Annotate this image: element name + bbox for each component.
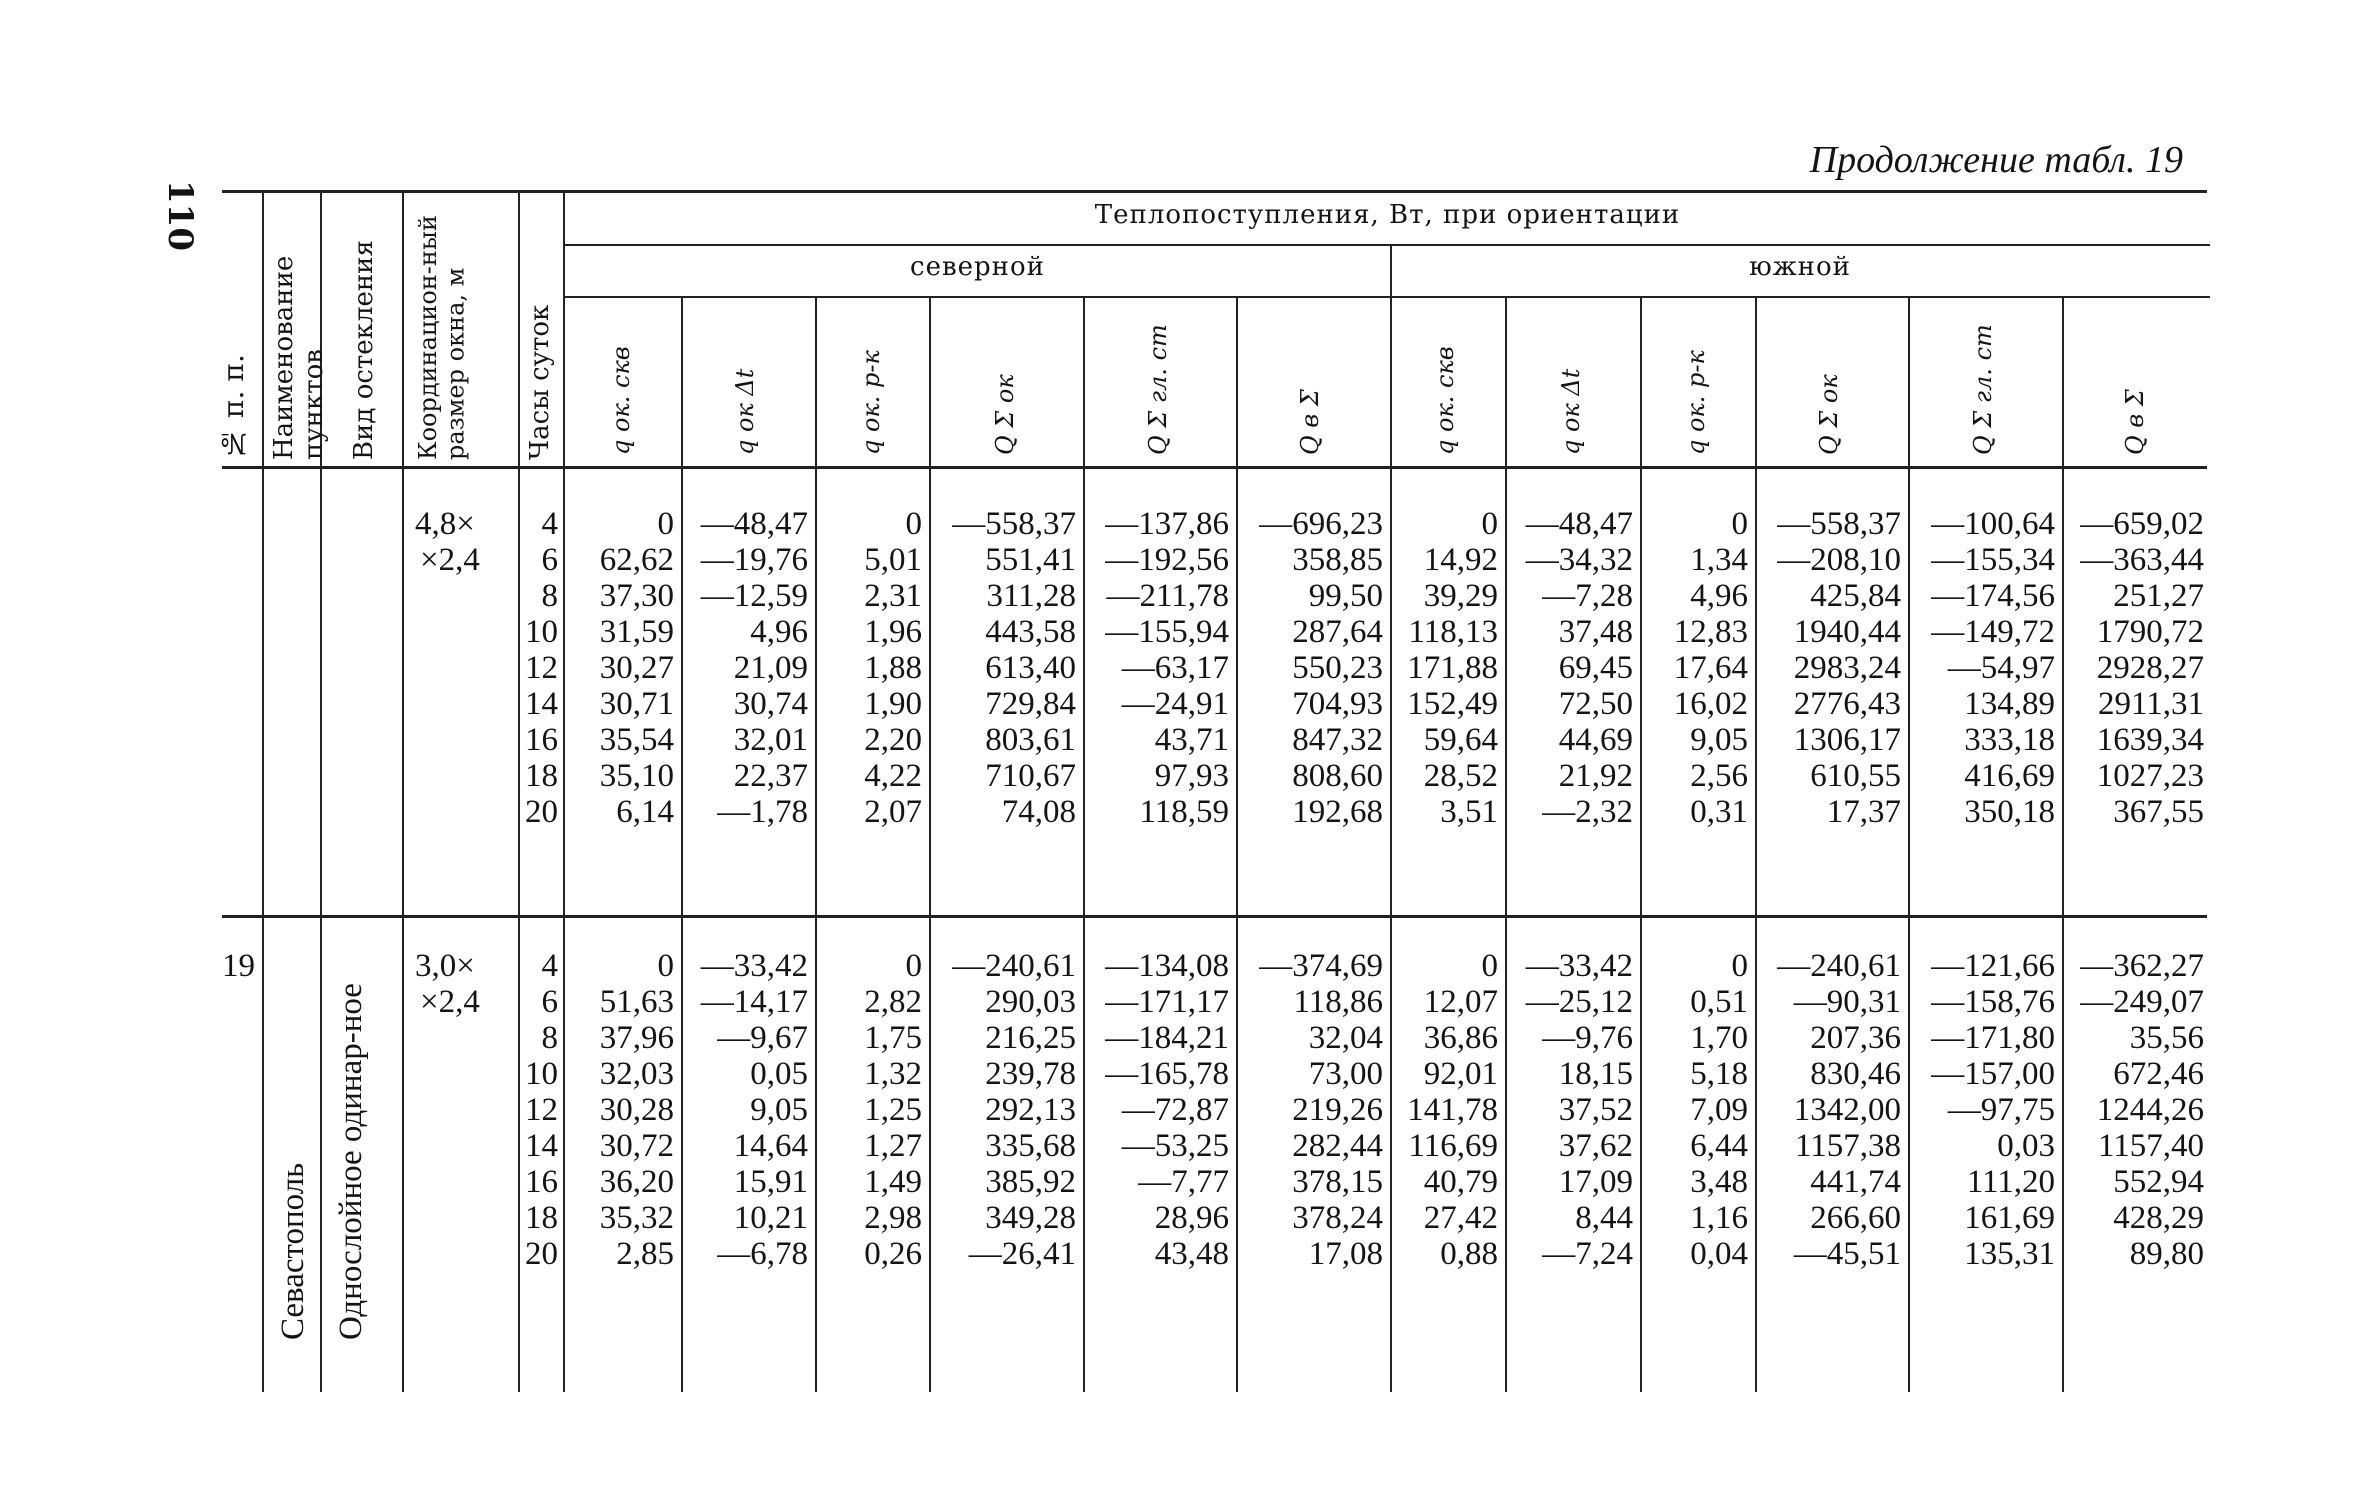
hour-cell: 4 xyxy=(541,948,558,984)
value-cell: 17,09 xyxy=(1558,1164,1633,1200)
subheader-s-4: Q Σ ок xyxy=(1815,374,1843,455)
value-cell: 2,98 xyxy=(864,1200,922,1236)
header-group: Теплопоступления, Вт, при ориентации xyxy=(1094,200,1681,230)
value-cell: 14,64 xyxy=(733,1128,808,1164)
value-cell: 378,15 xyxy=(1292,1164,1383,1200)
value-cell: 672,46 xyxy=(2113,1056,2204,1092)
value-cell: 610,55 xyxy=(1810,758,1901,794)
value-cell: —211,78 xyxy=(1106,578,1229,614)
value-cell: 73,00 xyxy=(1308,1056,1383,1092)
value-cell: 35,56 xyxy=(2129,1020,2204,1056)
vrule-1 xyxy=(262,192,264,1392)
value-cell: 0 xyxy=(905,948,922,984)
vrule-6 xyxy=(681,298,683,1392)
value-cell: 10,21 xyxy=(733,1200,808,1236)
value-cell: 43,48 xyxy=(1154,1236,1229,1272)
value-cell: 92,01 xyxy=(1423,1056,1498,1092)
value-cell: —696,23 xyxy=(1259,506,1383,542)
value-cell: 37,96 xyxy=(599,1020,674,1056)
value-cell: 3,51 xyxy=(1440,794,1498,830)
hour-cell: 12 xyxy=(525,1092,558,1128)
value-cell: 9,05 xyxy=(750,1092,808,1128)
value-cell: 6,44 xyxy=(1690,1128,1748,1164)
value-cell: —24,91 xyxy=(1121,686,1229,722)
value-cell: 4,96 xyxy=(1690,578,1748,614)
value-cell: —90,31 xyxy=(1793,984,1901,1020)
value-cell: 290,03 xyxy=(985,984,1076,1020)
value-cell: 0,31 xyxy=(1690,794,1748,830)
value-cell: —121,66 xyxy=(1931,948,2055,984)
vrule-13 xyxy=(1640,298,1642,1392)
hour-cell: 16 xyxy=(525,722,558,758)
value-cell: 32,04 xyxy=(1308,1020,1383,1056)
value-cell: 12,07 xyxy=(1423,984,1498,1020)
value-cell: 30,28 xyxy=(599,1092,674,1128)
value-cell: —558,37 xyxy=(952,506,1076,542)
hour-cell: 16 xyxy=(525,1164,558,1200)
value-cell: 219,26 xyxy=(1292,1092,1383,1128)
value-cell: 552,94 xyxy=(2113,1164,2204,1200)
header-size xyxy=(415,205,470,460)
value-cell: 4,22 xyxy=(864,758,922,794)
value-cell: —362,27 xyxy=(2080,948,2204,984)
value-cell: —1,78 xyxy=(717,794,808,830)
value-cell: —63,17 xyxy=(1121,650,1229,686)
page-number: 110 xyxy=(160,180,200,251)
value-cell: 266,60 xyxy=(1810,1200,1901,1236)
value-cell: —659,02 xyxy=(2080,506,2204,542)
subheader-s-3: q ок. р-к xyxy=(1682,350,1710,455)
value-cell: 17,08 xyxy=(1308,1236,1383,1272)
value-cell: 5,18 xyxy=(1690,1056,1748,1092)
header-name-text: Наименование пунктов xyxy=(269,255,329,460)
value-cell: 30,27 xyxy=(599,650,674,686)
vrule-16 xyxy=(2062,298,2064,1392)
value-cell: 2,85 xyxy=(616,1236,674,1272)
value-cell: 3,48 xyxy=(1690,1164,1748,1200)
value-cell: 0 xyxy=(1731,506,1748,542)
vrule-14 xyxy=(1755,298,1757,1392)
value-cell: 99,50 xyxy=(1308,578,1383,614)
value-cell: —171,80 xyxy=(1931,1020,2055,1056)
header-glazing: Вид остекления xyxy=(349,240,379,460)
block2-glazing xyxy=(330,950,373,1340)
value-cell: 1,27 xyxy=(864,1128,922,1164)
value-cell: —9,76 xyxy=(1542,1020,1633,1056)
value-cell: —157,00 xyxy=(1931,1056,2055,1092)
value-cell: 1,25 xyxy=(864,1092,922,1128)
hour-cell: 8 xyxy=(541,1020,558,1056)
value-cell: 349,28 xyxy=(985,1200,1076,1236)
vrule-10 xyxy=(1236,298,1238,1392)
value-cell: 89,80 xyxy=(2129,1236,2204,1272)
value-cell: 292,13 xyxy=(985,1092,1076,1128)
value-cell: —12,59 xyxy=(700,578,808,614)
value-cell: 1,75 xyxy=(864,1020,922,1056)
value-cell: —363,44 xyxy=(2080,542,2204,578)
value-cell: —174,56 xyxy=(1931,578,2055,614)
value-cell: 30,71 xyxy=(599,686,674,722)
hour-cell: 6 xyxy=(541,984,558,1020)
value-cell: 40,79 xyxy=(1423,1164,1498,1200)
value-cell: 134,89 xyxy=(1964,686,2055,722)
value-cell: —48,47 xyxy=(700,506,808,542)
subheader-s-6: Q в Σ xyxy=(2121,389,2149,455)
block1-size-line1: 4,8× xyxy=(415,506,475,542)
value-cell: 0 xyxy=(657,948,674,984)
hour-cell: 18 xyxy=(525,758,558,794)
value-cell: 36,20 xyxy=(599,1164,674,1200)
vrule-15 xyxy=(1908,298,1910,1392)
value-cell: 0 xyxy=(1731,948,1748,984)
value-cell: 118,86 xyxy=(1293,984,1383,1020)
value-cell: 358,85 xyxy=(1292,542,1383,578)
value-cell: 18,15 xyxy=(1558,1056,1633,1092)
value-cell: 32,01 xyxy=(733,722,808,758)
vrule-7 xyxy=(815,298,817,1392)
value-cell: 1027,23 xyxy=(2096,758,2204,794)
value-cell: 4,96 xyxy=(750,614,808,650)
value-cell: —558,37 xyxy=(1777,506,1901,542)
value-cell: 9,05 xyxy=(1690,722,1748,758)
value-cell: —33,42 xyxy=(700,948,808,984)
vrule-5 xyxy=(563,192,565,1392)
value-cell: 216,25 xyxy=(985,1020,1076,1056)
value-cell: 1,88 xyxy=(864,650,922,686)
value-cell: 35,54 xyxy=(599,722,674,758)
value-cell: —184,21 xyxy=(1105,1020,1229,1056)
value-cell: 613,40 xyxy=(985,650,1076,686)
block1-size-line2: ×2,4 xyxy=(420,542,480,578)
value-cell: 152,49 xyxy=(1407,686,1498,722)
value-cell: 21,92 xyxy=(1558,758,1633,794)
value-cell: 36,86 xyxy=(1423,1020,1498,1056)
value-cell: 550,23 xyxy=(1292,650,1383,686)
value-cell: 141,78 xyxy=(1407,1092,1498,1128)
value-cell: —48,47 xyxy=(1525,506,1633,542)
hour-cell: 12 xyxy=(525,650,558,686)
hour-cell: 14 xyxy=(525,1128,558,1164)
value-cell: 37,30 xyxy=(599,578,674,614)
value-cell: 335,68 xyxy=(985,1128,1076,1164)
value-cell: 0 xyxy=(657,506,674,542)
continuation-title: Продолжение табл. 19 xyxy=(1809,139,2183,181)
value-cell: 1,32 xyxy=(864,1056,922,1092)
value-cell: 27,42 xyxy=(1423,1200,1498,1236)
value-cell: 704,93 xyxy=(1292,686,1383,722)
hour-cell: 8 xyxy=(541,578,558,614)
value-cell: 192,68 xyxy=(1292,794,1383,830)
value-cell: 311,28 xyxy=(986,578,1076,614)
value-cell: —134,08 xyxy=(1105,948,1229,984)
value-cell: 428,29 xyxy=(2113,1200,2204,1236)
value-cell: —54,97 xyxy=(1947,650,2055,686)
value-cell: 37,62 xyxy=(1558,1128,1633,1164)
value-cell: 830,46 xyxy=(1810,1056,1901,1092)
value-cell: 30,74 xyxy=(733,686,808,722)
value-cell: —34,32 xyxy=(1525,542,1633,578)
value-cell: 2911,31 xyxy=(2097,686,2204,722)
value-cell: 1790,72 xyxy=(2096,614,2204,650)
header-south: южной xyxy=(1749,252,1851,282)
value-cell: —155,94 xyxy=(1105,614,1229,650)
value-cell: 35,10 xyxy=(599,758,674,794)
header-north: северной xyxy=(910,252,1045,282)
value-cell: —374,69 xyxy=(1259,948,1383,984)
value-cell: 1,90 xyxy=(864,686,922,722)
value-cell: 1,16 xyxy=(1690,1200,1748,1236)
value-cell: 5,01 xyxy=(864,542,922,578)
value-cell: 2,07 xyxy=(864,794,922,830)
rule-orient xyxy=(565,296,2210,298)
value-cell: —33,42 xyxy=(1525,948,1633,984)
value-cell: 1342,00 xyxy=(1793,1092,1901,1128)
value-cell: 72,50 xyxy=(1558,686,1633,722)
hour-cell: 10 xyxy=(525,614,558,650)
subheader-n-2: q ок Δt xyxy=(731,368,759,455)
value-cell: 17,37 xyxy=(1826,794,1901,830)
value-cell: 2,56 xyxy=(1690,758,1748,794)
value-cell: 39,29 xyxy=(1423,578,1498,614)
value-cell: 118,13 xyxy=(1408,614,1498,650)
subheader-n-3: q ок. р-к xyxy=(857,350,885,455)
value-cell: 2,82 xyxy=(864,984,922,1020)
value-cell: 14,92 xyxy=(1423,542,1498,578)
hour-cell: 20 xyxy=(525,1236,558,1272)
hour-cell: 18 xyxy=(525,1200,558,1236)
value-cell: 367,55 xyxy=(2113,794,2204,830)
value-cell: —53,25 xyxy=(1121,1128,1229,1164)
value-cell: —171,17 xyxy=(1105,984,1229,1020)
value-cell: —7,77 xyxy=(1138,1164,1229,1200)
block2-size-line1: 3,0× xyxy=(415,948,475,984)
value-cell: 32,03 xyxy=(599,1056,674,1092)
value-cell: 803,61 xyxy=(985,722,1076,758)
value-cell: 1244,26 xyxy=(2096,1092,2204,1128)
value-cell: 0,05 xyxy=(750,1056,808,1092)
value-cell: —149,72 xyxy=(1931,614,2055,650)
value-cell: 37,48 xyxy=(1558,614,1633,650)
value-cell: 22,37 xyxy=(733,758,808,794)
value-cell: 135,31 xyxy=(1964,1236,2055,1272)
value-cell: 111,20 xyxy=(1966,1164,2055,1200)
value-cell: 1,34 xyxy=(1690,542,1748,578)
value-cell: 2928,27 xyxy=(2096,650,2204,686)
value-cell: 28,52 xyxy=(1423,758,1498,794)
value-cell: 6,14 xyxy=(616,794,674,830)
value-cell: 62,62 xyxy=(599,542,674,578)
value-cell: 51,63 xyxy=(599,984,674,1020)
value-cell: —45,51 xyxy=(1793,1236,1901,1272)
value-cell: 287,64 xyxy=(1292,614,1383,650)
value-cell: 0,03 xyxy=(1997,1128,2055,1164)
value-cell: —208,10 xyxy=(1777,542,1901,578)
value-cell: 69,45 xyxy=(1558,650,1633,686)
value-cell: —192,56 xyxy=(1105,542,1229,578)
subheader-s-1: q ок. скв xyxy=(1431,346,1459,455)
value-cell: 350,18 xyxy=(1964,794,2055,830)
value-cell: —7,28 xyxy=(1542,578,1633,614)
value-cell: 28,96 xyxy=(1154,1200,1229,1236)
value-cell: 425,84 xyxy=(1810,578,1901,614)
block2-name: Севастополь xyxy=(275,1162,311,1340)
header-name xyxy=(270,205,330,460)
value-cell: 385,92 xyxy=(985,1164,1076,1200)
value-cell: —100,64 xyxy=(1931,506,2055,542)
header-no: № п. п. xyxy=(217,354,250,460)
hour-cell: 20 xyxy=(525,794,558,830)
value-cell: 2776,43 xyxy=(1793,686,1901,722)
value-cell: 0,26 xyxy=(864,1236,922,1272)
block2-no: 19 xyxy=(222,948,255,984)
value-cell: 1,49 xyxy=(864,1164,922,1200)
value-cell: 1157,38 xyxy=(1794,1128,1901,1164)
value-cell: 16,02 xyxy=(1673,686,1748,722)
vrule-4 xyxy=(518,192,520,1392)
value-cell: 74,08 xyxy=(1001,794,1076,830)
value-cell: 0 xyxy=(1481,948,1498,984)
value-cell: 15,91 xyxy=(733,1164,808,1200)
value-cell: —14,17 xyxy=(700,984,808,1020)
vrule-11 xyxy=(1390,246,1392,1392)
value-cell: —26,41 xyxy=(968,1236,1076,1272)
hour-cell: 10 xyxy=(525,1056,558,1092)
subheader-n-5: Q Σ гл. ст xyxy=(1144,324,1172,455)
value-cell: 441,74 xyxy=(1810,1164,1901,1200)
value-cell: 0,51 xyxy=(1690,984,1748,1020)
value-cell: 2983,24 xyxy=(1793,650,1901,686)
value-cell: 2,20 xyxy=(864,722,922,758)
block2-size-line2: ×2,4 xyxy=(420,984,480,1020)
vrule-3 xyxy=(402,192,404,1392)
value-cell: 12,83 xyxy=(1673,614,1748,650)
vrule-8 xyxy=(929,298,931,1392)
value-cell: —19,76 xyxy=(700,542,808,578)
block2-glazing-text: Однослойное одинар-ное xyxy=(333,983,369,1340)
value-cell: 1940,44 xyxy=(1793,614,1901,650)
header-hours: Часы суток xyxy=(525,304,555,460)
value-cell: 1306,17 xyxy=(1793,722,1901,758)
value-cell: 8,44 xyxy=(1575,1200,1633,1236)
value-cell: —240,61 xyxy=(1777,948,1901,984)
value-cell: 239,78 xyxy=(985,1056,1076,1092)
value-cell: 378,24 xyxy=(1292,1200,1383,1236)
value-cell: 1,70 xyxy=(1690,1020,1748,1056)
vrule-9 xyxy=(1083,298,1085,1392)
value-cell: 808,60 xyxy=(1292,758,1383,794)
header-size-text: Координацион-ный размер окна, м xyxy=(414,215,470,460)
rule-group xyxy=(565,244,2210,246)
value-cell: 710,67 xyxy=(985,758,1076,794)
value-cell: 251,27 xyxy=(2113,578,2204,614)
value-cell: 21,09 xyxy=(733,650,808,686)
value-cell: 2,31 xyxy=(864,578,922,614)
subheader-n-6: Q в Σ xyxy=(1296,389,1324,455)
value-cell: 0 xyxy=(1481,506,1498,542)
value-cell: 118,59 xyxy=(1139,794,1229,830)
hour-cell: 6 xyxy=(541,542,558,578)
value-cell: 30,72 xyxy=(599,1128,674,1164)
value-cell: —7,24 xyxy=(1542,1236,1633,1272)
value-cell: —72,87 xyxy=(1121,1092,1229,1128)
value-cell: 17,64 xyxy=(1673,650,1748,686)
subheader-s-5: Q Σ гл. ст xyxy=(1969,324,1997,455)
value-cell: 161,69 xyxy=(1964,1200,2055,1236)
value-cell: —158,76 xyxy=(1931,984,2055,1020)
hour-cell: 4 xyxy=(541,506,558,542)
value-cell: 59,64 xyxy=(1423,722,1498,758)
vrule-12 xyxy=(1505,298,1507,1392)
subheader-s-2: q ок Δt xyxy=(1557,368,1585,455)
value-cell: 116,69 xyxy=(1408,1128,1498,1164)
value-cell: 443,58 xyxy=(985,614,1076,650)
value-cell: 97,93 xyxy=(1154,758,1229,794)
value-cell: —6,78 xyxy=(717,1236,808,1272)
value-cell: 1,96 xyxy=(864,614,922,650)
value-cell: —137,86 xyxy=(1105,506,1229,542)
value-cell: 847,32 xyxy=(1292,722,1383,758)
value-cell: 0,04 xyxy=(1690,1236,1748,1272)
value-cell: —240,61 xyxy=(952,948,1076,984)
value-cell: —155,34 xyxy=(1931,542,2055,578)
value-cell: 416,69 xyxy=(1964,758,2055,794)
value-cell: 43,71 xyxy=(1154,722,1229,758)
value-cell: —97,75 xyxy=(1947,1092,2055,1128)
value-cell: 0,88 xyxy=(1440,1236,1498,1272)
subheader-n-4: Q Σ ок xyxy=(991,374,1019,455)
value-cell: 31,59 xyxy=(599,614,674,650)
value-cell: 729,84 xyxy=(985,686,1076,722)
value-cell: 7,09 xyxy=(1690,1092,1748,1128)
value-cell: 35,32 xyxy=(599,1200,674,1236)
value-cell: 1157,40 xyxy=(2097,1128,2204,1164)
value-cell: —2,32 xyxy=(1542,794,1633,830)
value-cell: 171,88 xyxy=(1407,650,1498,686)
value-cell: 282,44 xyxy=(1292,1128,1383,1164)
value-cell: —25,12 xyxy=(1525,984,1633,1020)
value-cell: —9,67 xyxy=(717,1020,808,1056)
subheader-n-1: q ок. скв xyxy=(607,346,635,455)
value-cell: 1639,34 xyxy=(2096,722,2204,758)
value-cell: —165,78 xyxy=(1105,1056,1229,1092)
value-cell: 551,41 xyxy=(985,542,1076,578)
value-cell: 0 xyxy=(905,506,922,542)
value-cell: 207,36 xyxy=(1810,1020,1901,1056)
value-cell: 44,69 xyxy=(1558,722,1633,758)
hour-cell: 14 xyxy=(525,686,558,722)
value-cell: —249,07 xyxy=(2080,984,2204,1020)
value-cell: 333,18 xyxy=(1964,722,2055,758)
value-cell: 37,52 xyxy=(1558,1092,1633,1128)
